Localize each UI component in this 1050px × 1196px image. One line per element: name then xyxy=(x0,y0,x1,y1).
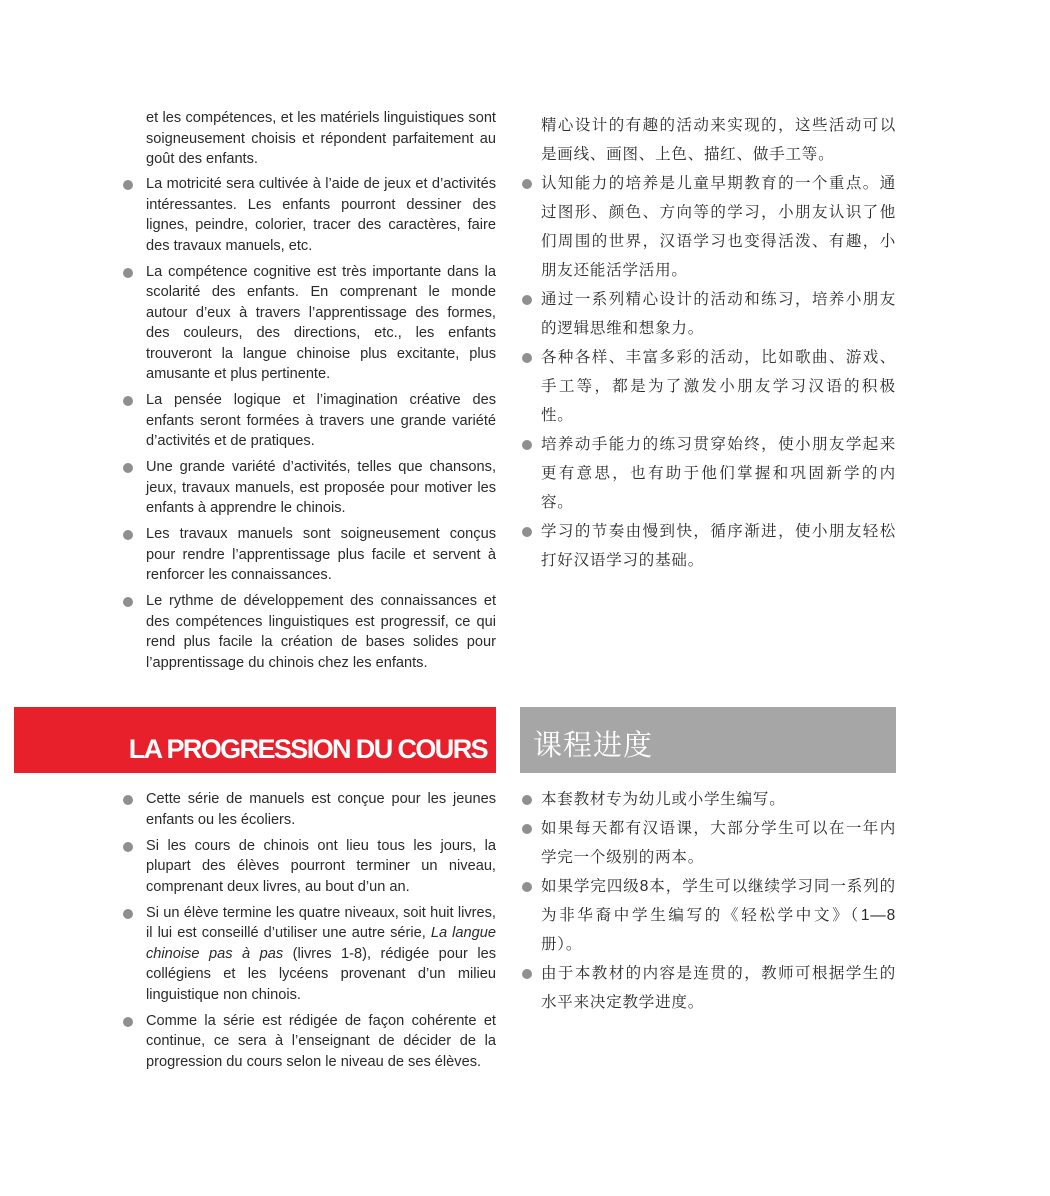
list-item-text: 各种各样、丰富多彩的活动，比如歌曲、游戏、手工等，都是为了激发小朋友学习汉语的积极性。 xyxy=(541,349,896,424)
list-item xyxy=(520,343,896,430)
list-item-text: La compétence cognitive est très importante dans la scolarité des enfants. En comprenant le monde autour d’eux à travers l’apprentissage des formes, des couleurs, des directions, etc., les enfants trouveront la langue chinoise plus excitante, plus amusante et plus pertinente. xyxy=(146,263,496,382)
bullet-icon xyxy=(522,795,532,805)
bullet-icon xyxy=(123,909,133,919)
list-item xyxy=(520,430,896,517)
bullet-icon xyxy=(123,1017,133,1027)
zh-section-banner xyxy=(520,707,896,773)
list-item-text: 如果学完四级8本，学生可以继续学习同一系列的为非华裔中学生编写的《轻松学中文》（1—8册）。 xyxy=(541,878,896,953)
bullet-icon xyxy=(522,295,532,305)
list-item xyxy=(520,785,896,814)
bullet-icon xyxy=(522,179,532,189)
zh-progression-list-wrap xyxy=(520,785,896,1017)
zh-lead-paragraph: 精心设计的有趣的活动来实现的，这些活动可以是画线、画图、上色、描红、做手工等。 xyxy=(541,117,896,163)
fr-lead-paragraph: et les compétences, et les matériels linguistiques sont soigneusement choisis et répondent parfaitement au goût des enfants. xyxy=(146,110,496,167)
fr-section-title: LA PROGRESSION DU COURS xyxy=(128,734,487,764)
list-item-text: 学习的节奏由慢到快，循序渐进，使小朋友轻松打好汉语学习的基础。 xyxy=(541,523,896,569)
bullet-icon xyxy=(522,824,532,834)
list-item-text: La motricité sera cultivée à l’aide de jeux et d’activités intéressantes. Les enfants pourront dessiner des lignes, peindre, colorier, tracer des caractères, faire des travaux manuels, etc. xyxy=(146,176,496,254)
fr-progression-list-wrap xyxy=(122,789,496,1078)
list-item-text: 认知能力的培养是儿童早期教育的一个重点。通过图形、颜色、方向等的学习，小朋友认识了他们周围的世界，汉语学习也变得活泼、有趣，小朋友还能活学活用。 xyxy=(541,175,896,279)
list-item-text-end: (livres 1-8), rédigée pour les collégiens et les lycéens provenant d’un milieu linguistique non chinois. xyxy=(146,945,496,1003)
list-item-text: 由于本教材的内容是连贯的，教师可根据学生的水平来决定教学进度。 xyxy=(541,965,896,1011)
list-item xyxy=(520,814,896,872)
bullet-icon xyxy=(123,795,133,805)
book-title: La langue chinoise pas à pas xyxy=(146,925,496,962)
zh-progression-list xyxy=(520,785,896,1017)
list-item xyxy=(122,1011,496,1073)
list-item xyxy=(122,262,496,385)
list-item xyxy=(122,836,496,898)
zh-section-title: 课程进度 xyxy=(533,728,654,762)
list-item-text: Le rythme de développement des connaissances et des compétences linguistiques est progressif, ce qui rend plus facile la création de bases solides pour l’apprentissage du chinois chez les enfants. xyxy=(146,593,496,671)
list-item xyxy=(520,517,896,575)
zh-objectives-list xyxy=(520,169,896,575)
bullet-icon xyxy=(123,530,133,540)
bullet-icon xyxy=(123,268,133,278)
list-item-text: La pensée logique et l’imagination créative des enfants seront formées à travers une grande variété d’activités et de pratiques. xyxy=(146,392,496,449)
list-item-text: Les travaux manuels sont soigneusement conçus pour rendre l’apprentissage plus facile et servent à renforcer les connaissances. xyxy=(146,526,496,583)
list-item xyxy=(122,524,496,586)
list-item-text: Si les cours de chinois ont lieu tous les jours, la plupart des élèves pourront terminer un niveau, comprenant deux livres, au bout d’un an. xyxy=(146,837,496,895)
list-item-text: Une grande variété d’activités, telles que chansons, jeux, travaux manuels, est proposée pour motiver les enfants à apprendre le chinois. xyxy=(146,459,496,516)
fr-progression-list xyxy=(122,789,496,1072)
bullet-icon xyxy=(123,842,133,852)
list-item xyxy=(520,285,896,343)
bullet-icon xyxy=(522,969,532,979)
bullet-icon xyxy=(522,527,532,537)
fr-objectives-list-wrap xyxy=(122,174,496,679)
zh-objectives-list-wrap xyxy=(520,169,896,575)
list-item xyxy=(122,457,496,519)
bullet-icon xyxy=(123,463,133,473)
list-item-text: Cette série de manuels est conçue pour les jeunes enfants ou les écoliers. xyxy=(146,791,496,828)
fr-objectives-list xyxy=(122,174,496,673)
list-item-text-start: Si un élève termine les quatre niveaux, soit huit livres, il lui est conseillé d’utiliser une autre série, xyxy=(146,904,496,941)
bullet-icon xyxy=(522,882,532,892)
list-item-text: 通过一系列精心设计的活动和练习，培养小朋友的逻辑思维和想象力。 xyxy=(541,291,896,337)
bullet-icon xyxy=(123,597,133,607)
list-item xyxy=(122,174,496,256)
list-item-text: 本套教材专为幼儿或小学生编写。 xyxy=(541,791,786,808)
list-item xyxy=(122,591,496,673)
list-item-text: 培养动手能力的练习贯穿始终，使小朋友学起来更有意思，也有助于他们掌握和巩固新学的内容。 xyxy=(541,436,896,511)
list-item xyxy=(122,390,496,452)
list-item-text: 如果每天都有汉语课，大部分学生可以在一年内学完一个级别的两本。 xyxy=(541,820,896,866)
bullet-icon xyxy=(522,353,532,363)
bullet-icon xyxy=(123,180,133,190)
bullet-icon xyxy=(522,440,532,450)
fr-section-banner xyxy=(14,707,496,773)
list-item xyxy=(520,872,896,959)
list-item-text: Comme la série est rédigée de façon cohérente et continue, ce sera à l’enseignant de décider de la progression du cours selon le niveau de ses élèves. xyxy=(146,1012,496,1070)
bullet-icon xyxy=(123,396,133,406)
list-item xyxy=(520,959,896,1017)
list-item xyxy=(122,903,496,1006)
list-item xyxy=(122,789,496,830)
list-item xyxy=(520,169,896,285)
